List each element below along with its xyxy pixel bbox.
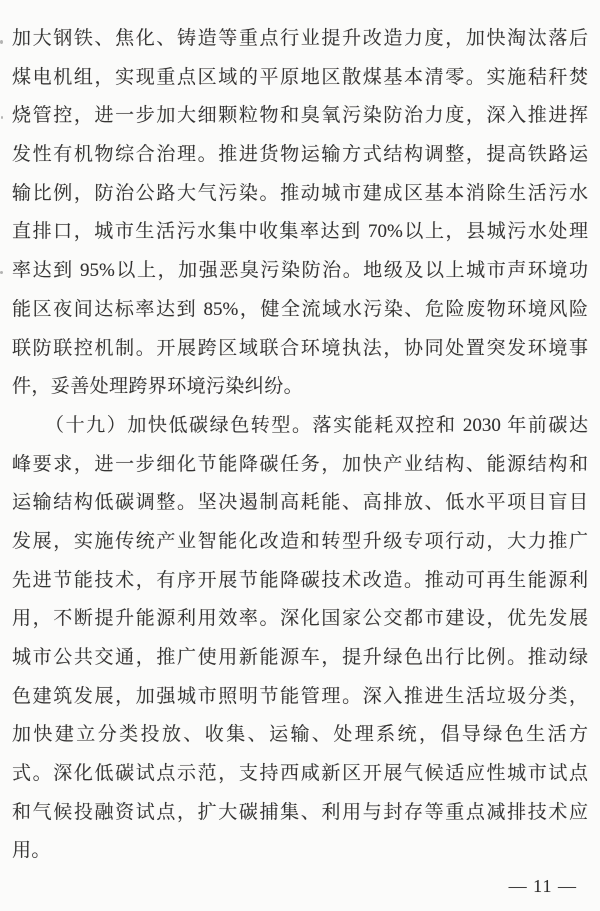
scan-speck (1, 116, 3, 119)
text-line: 加快建立分类投放、收集、运输、处理系统，倡导绿色生活方 (12, 724, 588, 746)
text-line: 色建筑发展，加强城市照明节能管理。深入推进生活垃圾分类， (12, 685, 588, 707)
text-line: 率达到 95%以上，加强恶臭污染防治。地级及以上城市声环境功 (12, 260, 588, 282)
text-line: 件，妥善处理跨界环境污染纠纷。 (12, 376, 304, 398)
text-line: 加大钢铁、焦化、铸造等重点行业提升改造力度，加快淘汰落后 (12, 28, 588, 49)
text-line: 用。 (12, 840, 51, 862)
text-line: 先进节能技术，有序开展节能降碳技术改造。推动可再生能源利 (12, 569, 588, 591)
text-line: 发性有机物综合治理。推进货物运输方式结构调整，提高铁路运 (12, 144, 588, 166)
text-line: 发展，实施传统产业智能化改造和转型升级专项行动，大力推广 (12, 530, 588, 552)
scan-speck (0, 40, 3, 44)
page-number: — 11 — (508, 876, 577, 896)
text-line: 城市公共交通，推广使用新能源车，提升绿色出行比例。推动绿 (12, 647, 588, 668)
document-text (12, 20, 588, 871)
scan-speck (0, 271, 3, 274)
text-line: 煤电机组，实现重点区域的平原地区散煤基本清零。实施秸秆焚 (12, 66, 588, 88)
text-line: 用，不断提升能源利用效率。深化国家公交都市建设，优先发展 (12, 608, 588, 630)
text-line: 输比例，防治公路大气污染。推动城市建成区基本消除生活污水 (12, 182, 588, 204)
text-line: 烧管控，进一步加大细颗粒物和臭氧污染防治力度，深入推进挥 (12, 105, 588, 127)
text-line: 式。深化低碳试点示范，支持西咸新区开展气候适应性城市试点 (12, 763, 588, 785)
text-line: 直排口，城市生活污水集中收集率达到 70%以上，县城污水处理 (12, 221, 588, 243)
text-line: 和气候投融资试点，扩大碳捕集、利用与封存等重点减排技术应 (12, 801, 588, 823)
text-line: 联防联控机制。开展跨区域联合环境执法，协同处置突发环境事 (12, 337, 588, 359)
text-line: 运输结构低碳调整。坚决遏制高耗能、高排放、低水平项目盲目 (12, 492, 588, 514)
text-line: 峰要求，进一步细化节能降碳任务，加快产业结构、能源结构和 (12, 453, 588, 475)
text-line: 能区夜间达标率达到 85%，健全流域水污染、危险废物环境风险 (12, 298, 588, 320)
section-heading-line: （十九）加快低碳绿色转型。落实能耗双控和 2030 年前碳达 (45, 414, 588, 436)
